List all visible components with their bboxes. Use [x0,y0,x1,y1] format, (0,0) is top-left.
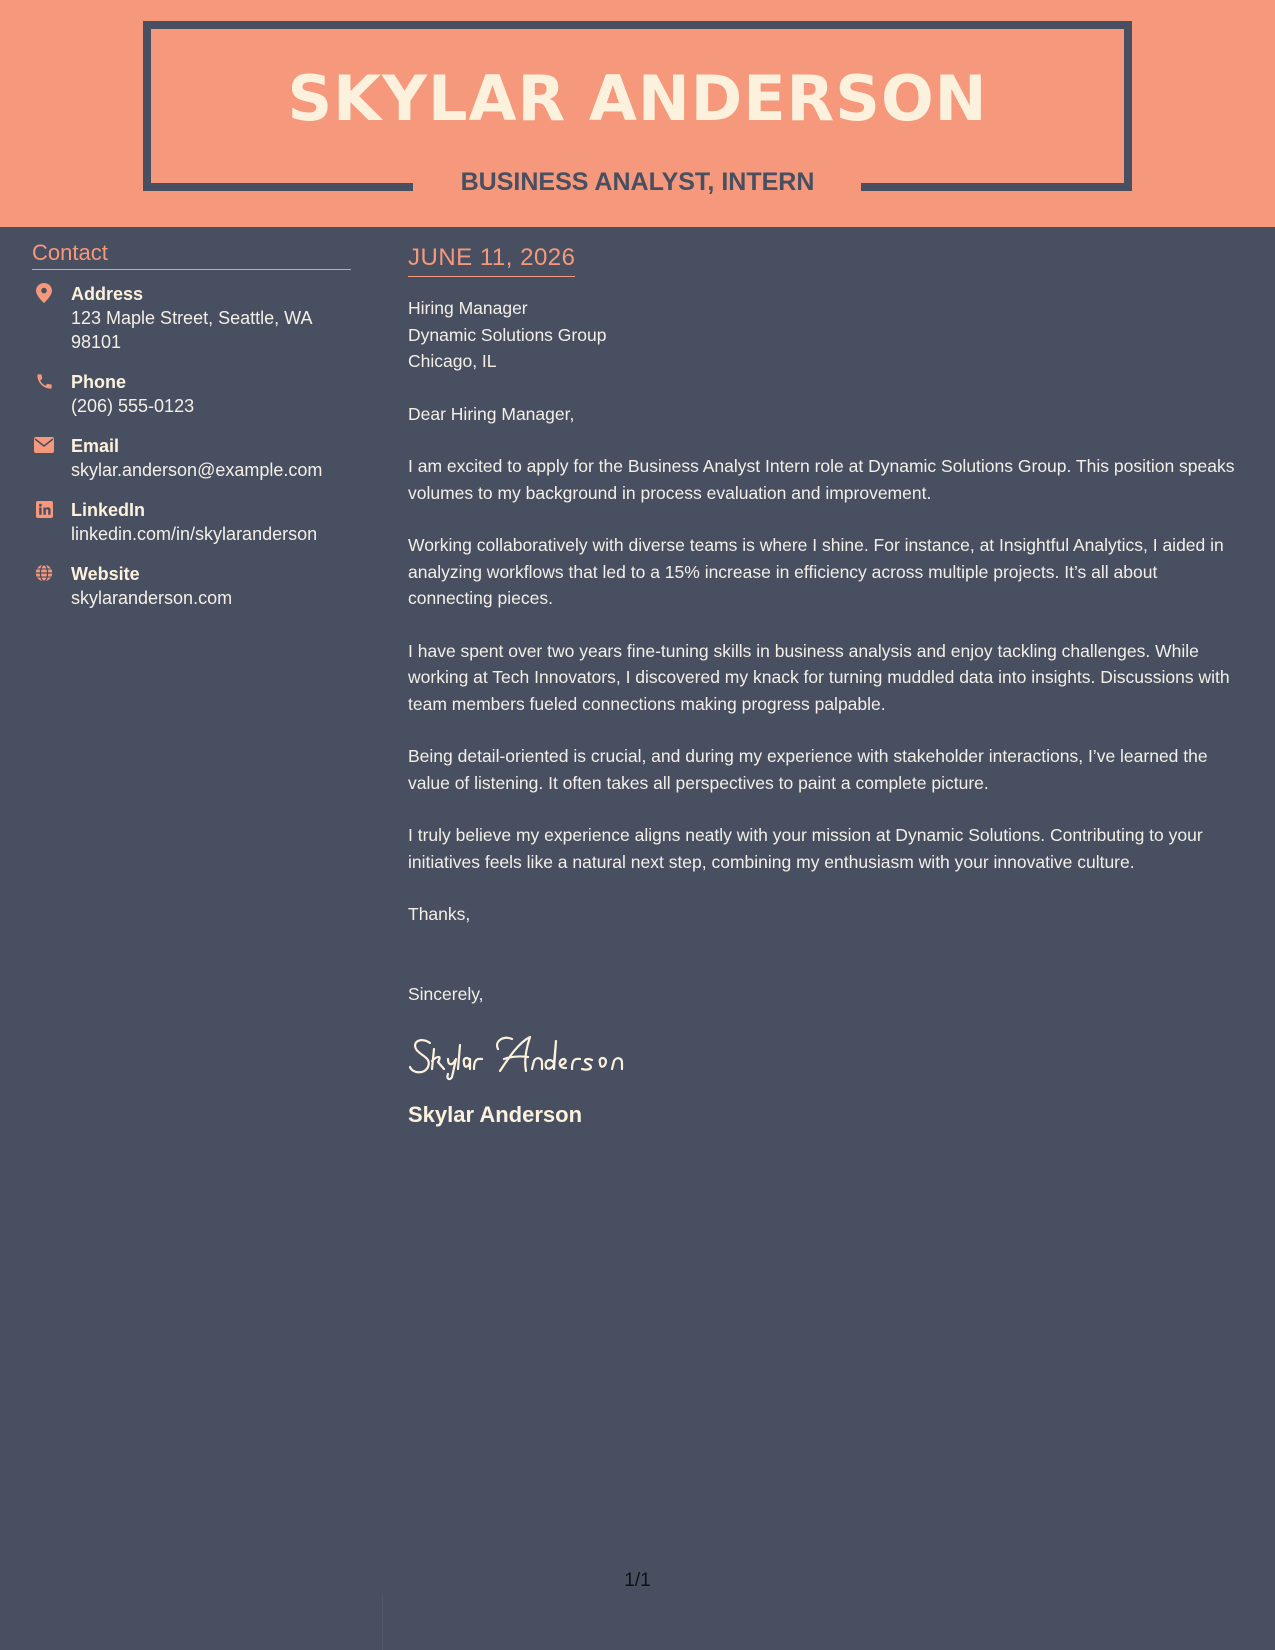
body-paragraph: I have spent over two years fine-tuning skills in business analysis and enjoy tackling challenges. While working at Tech Innovators, I discovered my knack for turning muddled data into insights. Discussions with team members fueled connections making progress palpable. [408,640,1230,714]
thanks-line: Thanks, [408,904,471,924]
recipient-block [408,295,1240,375]
envelope-icon [34,435,54,455]
closing-line: Sincerely, [408,983,484,1004]
linkedin-icon [34,499,54,519]
header-banner [0,0,1275,227]
contact-heading: Contact [32,240,351,270]
contact-sidebar [32,240,351,626]
letter-body [408,244,1240,1128]
contact-address [32,282,351,354]
map-pin-icon [34,283,54,303]
contact-phone [32,370,351,418]
contact-linkedin [32,498,351,546]
contact-label: LinkedIn [71,500,146,520]
body-paragraph: I am excited to apply for the Business Analyst Intern role at Dynamic Solutions Group. This position speaks volumes to my background in process evaluation and improvement. [408,456,1235,503]
contact-value: skylar.anderson@example.com [71,460,323,480]
phone-icon [34,371,54,391]
contact-website [32,562,351,610]
recipient-line: Hiring Manager [408,298,528,318]
body-paragraph: Working collaboratively with diverse teams is where I shine. For instance, at Insightful Analytics, I aided in analyzing workflows that led to a 15% increase in efficiency across multiple projects. It’s all about connecting pieces. [408,535,1224,608]
printed-name: Skylar Anderson [408,1102,583,1127]
job-title: BUSINESS ANALYST, INTERN [460,168,815,196]
applicant-name: SKYLAR ANDERSON [287,62,988,135]
page-number: 1/1 [624,1570,651,1591]
contact-label: Address [71,284,144,304]
handwritten-signature [408,1029,670,1081]
letter-date: JUNE 11, 2026 [408,244,575,277]
globe-icon [34,563,54,583]
body-paragraph: I truly believe my experience aligns neatly with your mission at Dynamic Solutions. Contributing to your initiatives feels like a natural next step, combining my enthusiasm with your innovative culture. [408,825,1203,872]
contact-email [32,434,351,482]
column-divider [382,1595,383,1650]
greeting: Dear Hiring Manager, [408,403,575,424]
contact-value: (206) 555-0123 [71,396,195,416]
contact-label: Website [71,564,140,584]
contact-label: Email [71,436,120,456]
recipient-line: Dynamic Solutions Group [408,324,607,345]
contact-value[interactable]: linkedin.com/in/skylaranderson [71,524,318,544]
contact-value: 123 Maple Street, Seattle, WA 98101 [71,308,312,352]
contact-value[interactable]: skylaranderson.com [71,588,233,608]
body-paragraph: Being detail-oriented is crucial, and during my experience with stakeholder interactions, I’ve learned the value of listening. It often takes all perspectives to paint a complete picture. [408,746,1208,793]
contact-label: Phone [71,372,127,392]
recipient-line: Chicago, IL [408,351,497,371]
